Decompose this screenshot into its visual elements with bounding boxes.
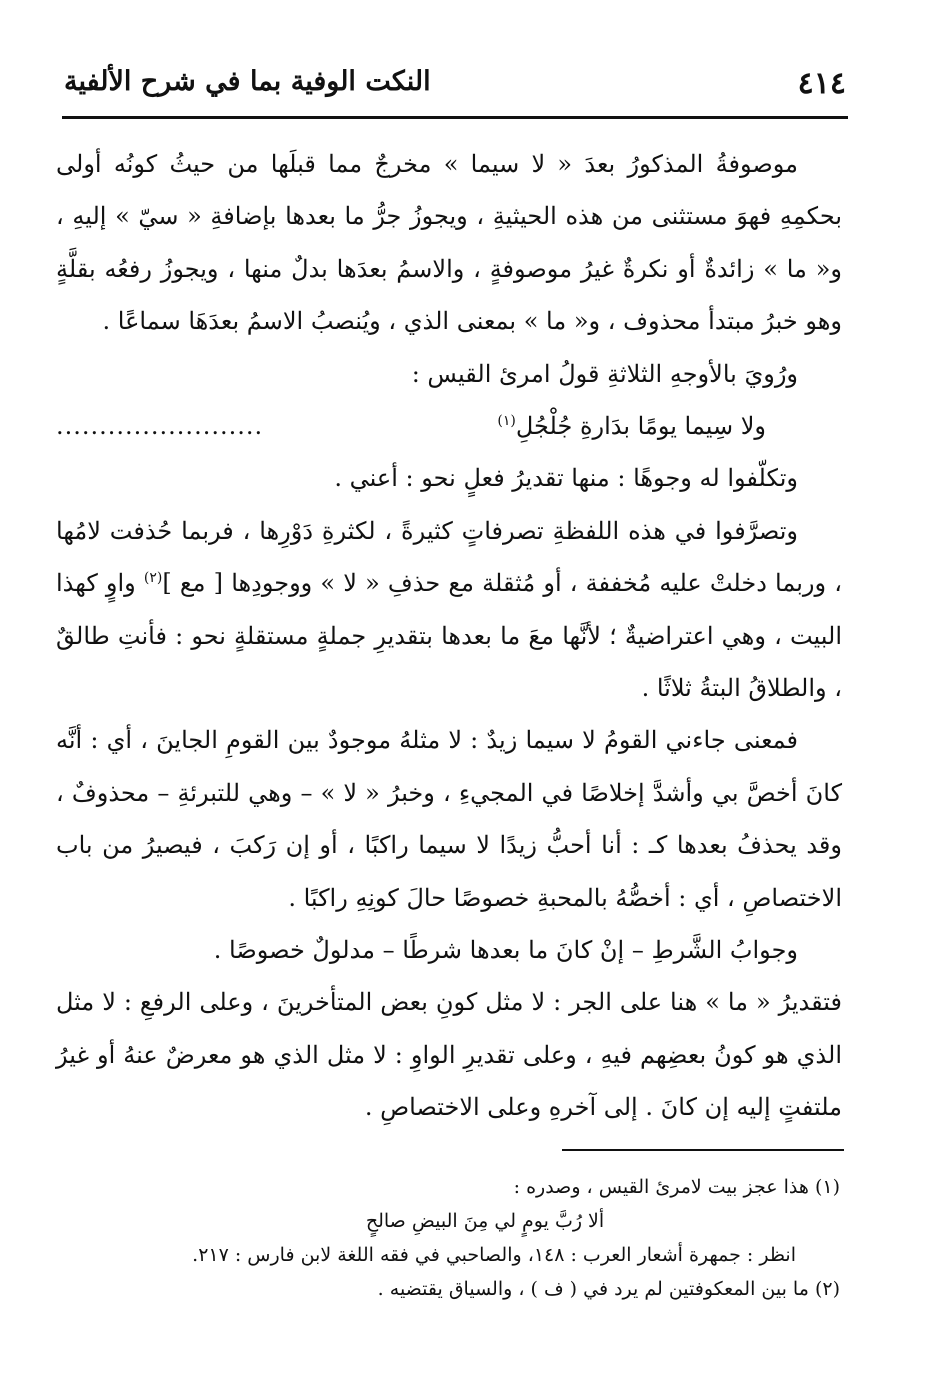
footnote-2: (٢) ما بين المعكوفتين لم يرد في ( ف ) ، والسياق يقتضيه . — [377, 1278, 840, 1300]
paragraph-1: موصوفةُ المذكورُ بعدَ « لا سيما » مخرجٌ مما قبلَها من حيثُ كونُه أولى بحكمِهِ فهوَ مستثنى من هذه الحيثيةِ ، ويجوزُ جرُّ ما بعدها بإضافةِ « سيّ » إليهِ ، و« ما » زائدةٌ أو نكرةٌ غيرُ موصوفةٍ ، والاسمُ بعدَها بدلٌ منها ، ويجوزُ رفعُه بقلَّةٍ وهو خبرُ مبتدأ محذوف ، و« ما » بمعنى الذي ، ويُنصبُ الاسمُ بعدَهَا سماعًا . — [56, 150, 842, 336]
main-text — [56, 138, 842, 1134]
header-rule — [62, 116, 848, 119]
paragraph-4-part-1: وتصرَّفوا في هذه اللفظةِ تصرفاتٍ كثيرةً ، لكثرةِ دَوْرِها ، فربما حُذفت لامُها ، وربما دخلتْ عليه مُخففة ، أو مُثقلة مع حذفِ « لا » ووجودِها [ مع ] — [56, 516, 842, 598]
paragraph-4-part-2: واوٍ كهذا البيت ، وهي اعتراضيةٌ ؛ لأنَّها معَ ما بعدها بتقديرِ جملةٍ مستقلةٍ نحو : فأنتِ طالقٌ ، والطلاقُ البتةُ ثلاثًا . — [56, 569, 843, 703]
page-number: ٤١٤ — [797, 66, 846, 101]
paragraph-2: ورُويَ بالأوجهِ الثلاثةِ قولُ امرئ القيس : — [411, 359, 798, 388]
verse-ellipsis: ........................ — [56, 412, 264, 441]
footnote-1-verse: ألا رُبَّ يومٍ لي مِنَ البيضِ صالحٍ — [365, 1210, 605, 1232]
footnote-rule — [562, 1149, 844, 1151]
footnotes — [70, 1170, 840, 1306]
paragraph-4 — [56, 505, 842, 715]
paragraph-7: فتقديرُ « ما » هنا على الجر : لا مثل كونِ بعض المتأخرينَ ، وعلى الرفعِ : لا مثل الذي هو كونُ بعضِهم فيهِ ، وعلى تقديرِ الواوِ : لا مثل الذي هو معرضٌ عنهُ أو غيرُ ملتفتٍ إليه إن كانَ . إلى آخرهِ وعلى الاختصاصِ . — [56, 988, 842, 1122]
verse-hemistich — [497, 400, 766, 452]
footnote-marker-1: (١) — [497, 413, 516, 430]
footnote-marker-2: (٢) — [143, 570, 163, 587]
paragraph-3: وتكلّفوا له وجوهًا : منها تقديرُ فعلٍ نحو : أعني . — [334, 464, 798, 493]
paragraph-5: فمعنى جاءني القومُ لا سيما زيدٌ : لا مثلهُ موجودٌ بين القومِ الجاينَ ، أي : أنَّه كانَ أخصَّ بي وأشدَّ إخلاصًا في المجيءِ ، وخبرُ « لا » – وهي للتبرئةِ – محذوفٌ ، وقد يحذفُ بعدها كـ : أنا أحبُّ زيدًا لا سيما راكبًا ، أو إن رَكبَ ، فيصيرُ من باب الاختصاصِ ، أي : أخصُّهُ بالمحبةِ خصوصًا حالَ كونِهِ راكبًا . — [56, 726, 843, 912]
footnote-1: (١) هذا عجز بيت لامرئ القيس ، وصدره : — [513, 1176, 840, 1198]
verse-line — [56, 400, 842, 452]
paragraph-6: وجوابُ الشَّرطِ – إنْ كانَ ما بعدها شرطًا – مدلولٌ خصوصًا . — [213, 936, 798, 965]
verse-text: ولا سِيما يومًا بدَارةِ جُلْجُلِ — [515, 412, 766, 441]
running-header — [64, 62, 846, 106]
footnote-1-reference: انظر : جمهرة أشعار العرب : ١٤٨، والصاحبي في فقه اللغة لابن فارس : ٢١٧. — [192, 1244, 796, 1266]
running-title: النكت الوفية بما في شرح الألفية — [64, 66, 431, 97]
